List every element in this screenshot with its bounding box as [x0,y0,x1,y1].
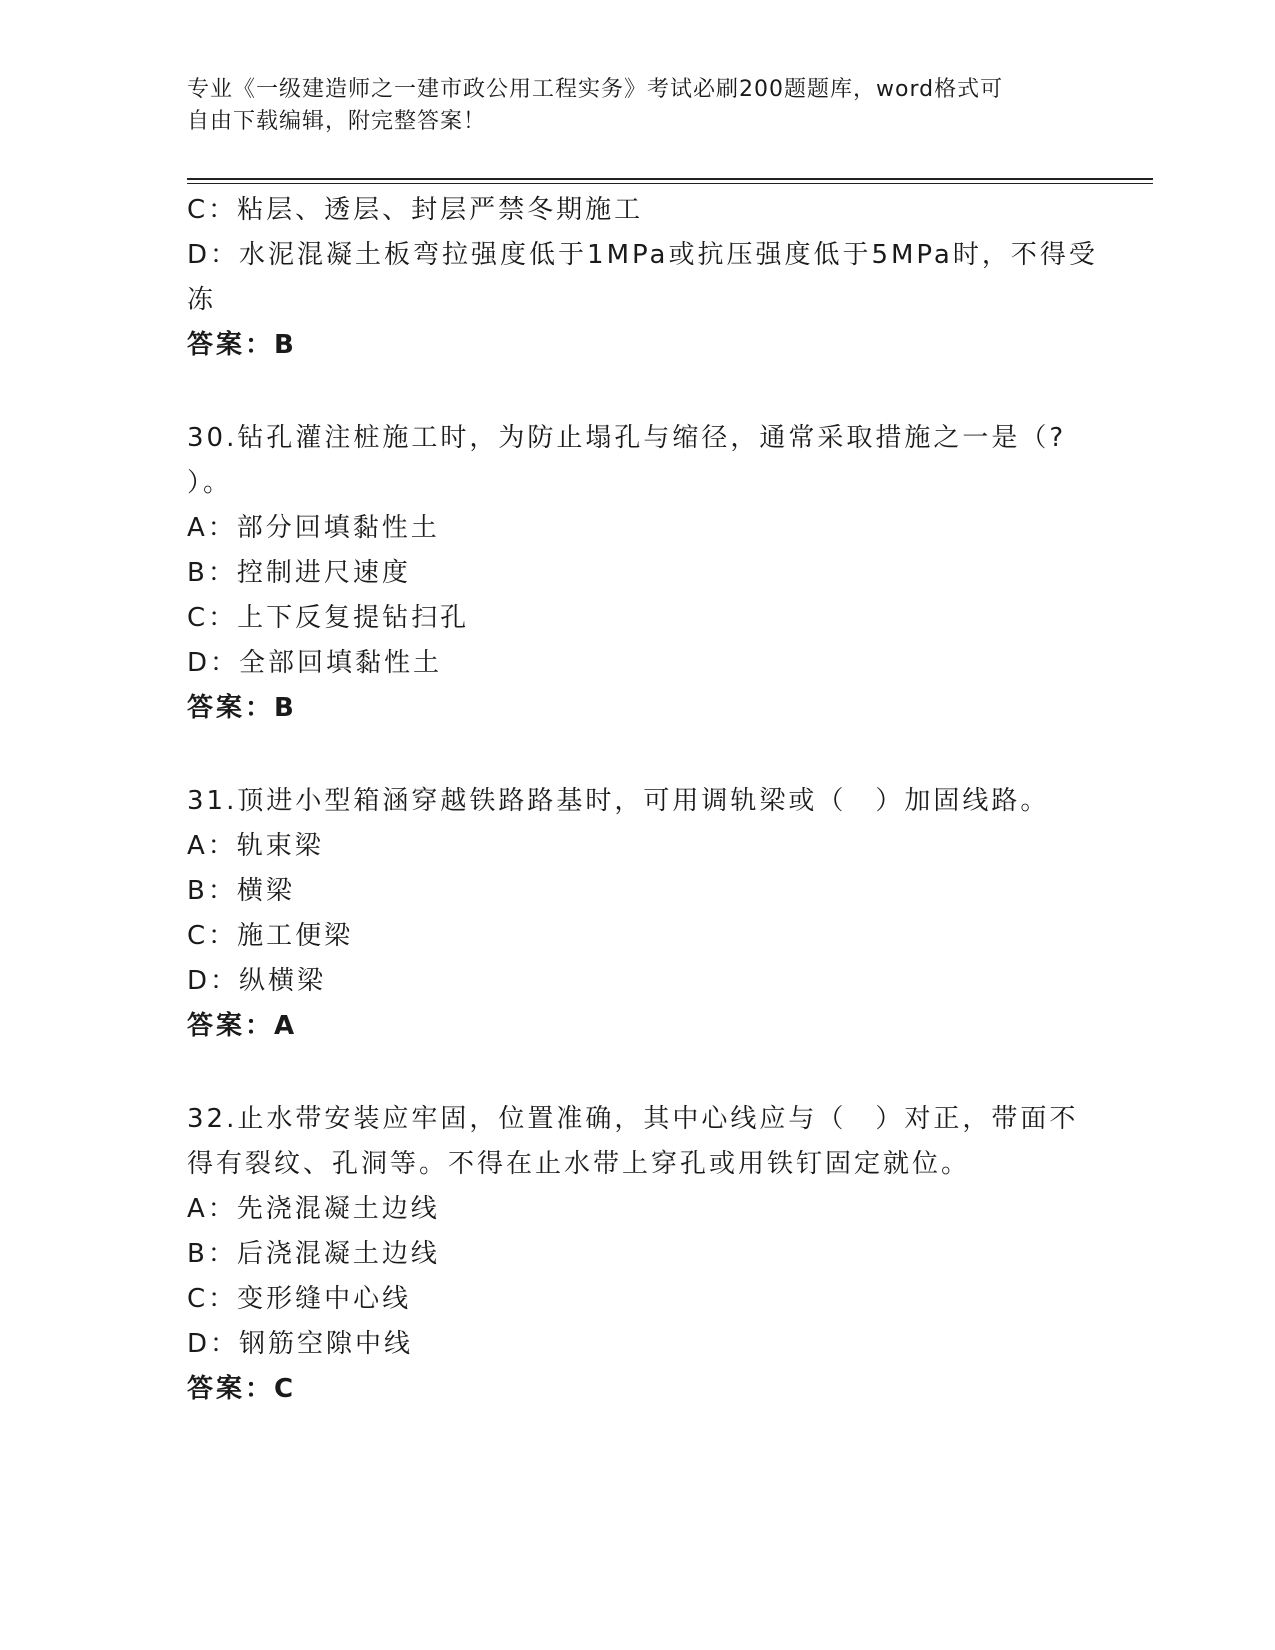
header-rule-thick [187,178,1153,180]
option-d: D：纵横梁 [187,966,327,996]
answer: 答案：B [187,330,297,360]
header-line-1: 专业《一级建造师之一建市政公用工程实务》考试必刷200题题库，word格式可 [187,77,1004,102]
question-content [187,188,1098,1412]
answer: 答案：A [187,1011,298,1041]
option-d: D：水泥混凝土板弯拉强度低于1MPa或抗压强度低于5MPa时，不得受 [187,240,1098,270]
question-stem-continued: ）。 [187,468,233,498]
question-stem-continued: 得有裂纹、孔洞等。不得在止水带上穿孔或用铁钉固定就位。 [187,1149,971,1179]
option-a: A：先浇混凝土边线 [187,1194,440,1224]
question-32 [187,1097,1077,1412]
option-d: D：全部回填黏性土 [187,648,443,678]
spacer [187,368,1077,416]
option-b: B：横梁 [187,876,295,906]
option-c: C：上下反复提钻扫孔 [187,603,470,633]
option-b: B：后浇混凝土边线 [187,1239,440,1269]
answer: 答案：B [187,693,297,723]
previous-question-tail [187,188,1098,368]
option-d-continued: 冻 [187,285,217,315]
question-stem: 31.顶进小型箱涵穿越铁路路基时，可用调轨梁或（ ）加固线路。 [187,786,1050,816]
spacer [187,1049,1077,1097]
question-30 [187,416,1077,731]
header-line-2: 自由下载编辑，附完整答案！ [187,109,487,134]
option-c: C：施工便梁 [187,921,354,951]
question-31 [187,779,1077,1049]
question-stem: 30.钻孔灌注桩施工时，为防止塌孔与缩径，通常采取措施之一是（? [187,423,1067,453]
option-a: A：部分回填黏性土 [187,513,440,543]
option-d: D：钢筋空隙中线 [187,1329,414,1359]
option-c: C：粘层、透层、封层严禁冬期施工 [187,195,644,225]
document-header [187,74,1067,138]
question-stem: 32.止水带安装应牢固，位置准确，其中心线应与（ ）对正，带面不 [187,1104,1079,1134]
header-rule-thin [187,183,1153,184]
option-c: C：变形缝中心线 [187,1284,412,1314]
option-b: B：控制进尺速度 [187,558,411,588]
spacer [187,731,1077,779]
option-a: A：轨束梁 [187,831,324,861]
answer: 答案：C [187,1374,297,1404]
